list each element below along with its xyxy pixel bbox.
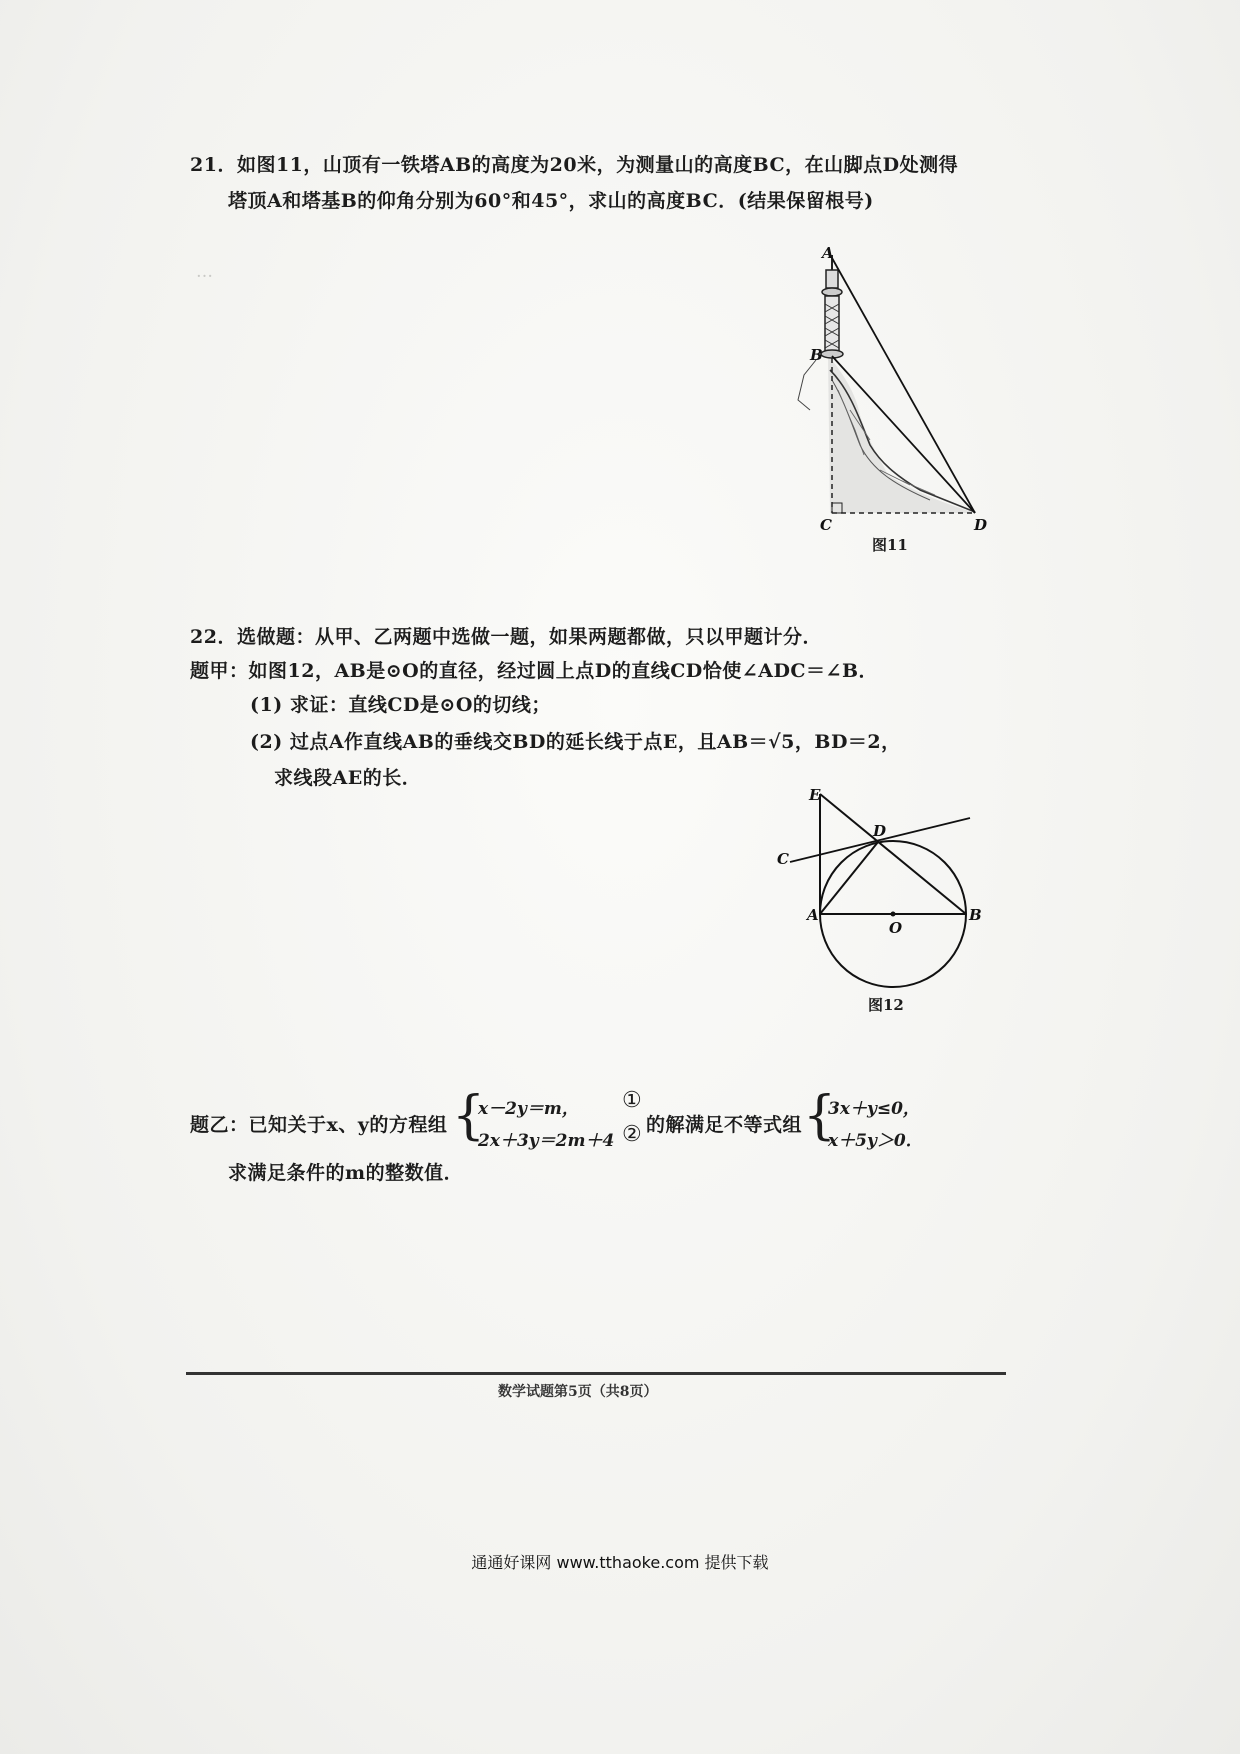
bleed-through-text: …: [196, 262, 213, 282]
q22-jia-part2: (2) 过点A作直线AB的垂线交BD的延长线于点E，且AB＝√5，BD＝2，: [250, 731, 901, 753]
q22-intro: 22．选做题：从甲、乙两题中选做一题，如果两题都做，只以甲题计分．: [190, 626, 822, 648]
q21-line2: 塔顶A和塔基B的仰角分别为60°和45°，求山的高度BC．(结果保留根号): [228, 190, 874, 212]
figure-12-diagram: [765, 780, 985, 1000]
q21-line1: 21．如图11，山顶有一铁塔AB的高度为20米，为测量山的高度BC，在山脚点D处测得: [190, 154, 959, 176]
figure-11-diagram: [760, 240, 1020, 560]
q22-yi-middle: 的解满足不等式组: [646, 1114, 803, 1136]
yi-equation-2: 2x＋3y＝2m＋4: [478, 1131, 615, 1151]
fig12-label-A: A: [807, 906, 819, 924]
q22-yi-prefix: 题乙：已知关于x、y的方程组: [190, 1114, 448, 1136]
page-number-note: 数学试题第5页（共8页）: [498, 1384, 658, 1400]
site-credit-footer: 通通好课网 www.tthaoke.com 提供下载: [471, 1553, 769, 1572]
q22-jia-part1: (1) 求证：直线CD是⊙O的切线；: [250, 694, 551, 716]
page-bottom-rule: [186, 1372, 1006, 1375]
fig12-label-O: O: [889, 919, 903, 937]
q22-jia-part2b: 求线段AE的长．: [274, 767, 422, 789]
fig12-label-D: D: [873, 822, 887, 840]
q22-yi-line2: 求满足条件的m的整数值．: [228, 1162, 464, 1184]
figure-12-caption: 图12: [868, 996, 904, 1014]
figure-11-caption: 图11: [872, 536, 908, 554]
yi-mark-2: ②: [622, 1122, 642, 1147]
fig11-label-C: C: [820, 516, 832, 534]
yi-system-brace: {: [452, 1086, 486, 1146]
fig11-label-B: B: [810, 346, 823, 364]
fig12-label-C: C: [777, 850, 789, 868]
yi-inequality-2: x＋5y＞0．: [828, 1131, 923, 1151]
fig11-label-A: A: [822, 244, 834, 262]
fig11-label-D: D: [974, 516, 988, 534]
yi-inequality-brace: {: [803, 1086, 837, 1146]
yi-inequality-1: 3x＋y≤0，: [828, 1099, 920, 1119]
fig12-label-B: B: [969, 906, 982, 924]
fig12-label-E: E: [809, 786, 821, 804]
yi-equation-1: x－2y＝m，: [478, 1099, 579, 1119]
q22-jia-stem: 题甲：如图12，AB是⊙O的直径，经过圆上点D的直线CD恰使∠ADC＝∠B．: [190, 660, 879, 682]
yi-mark-1: ①: [622, 1088, 642, 1113]
